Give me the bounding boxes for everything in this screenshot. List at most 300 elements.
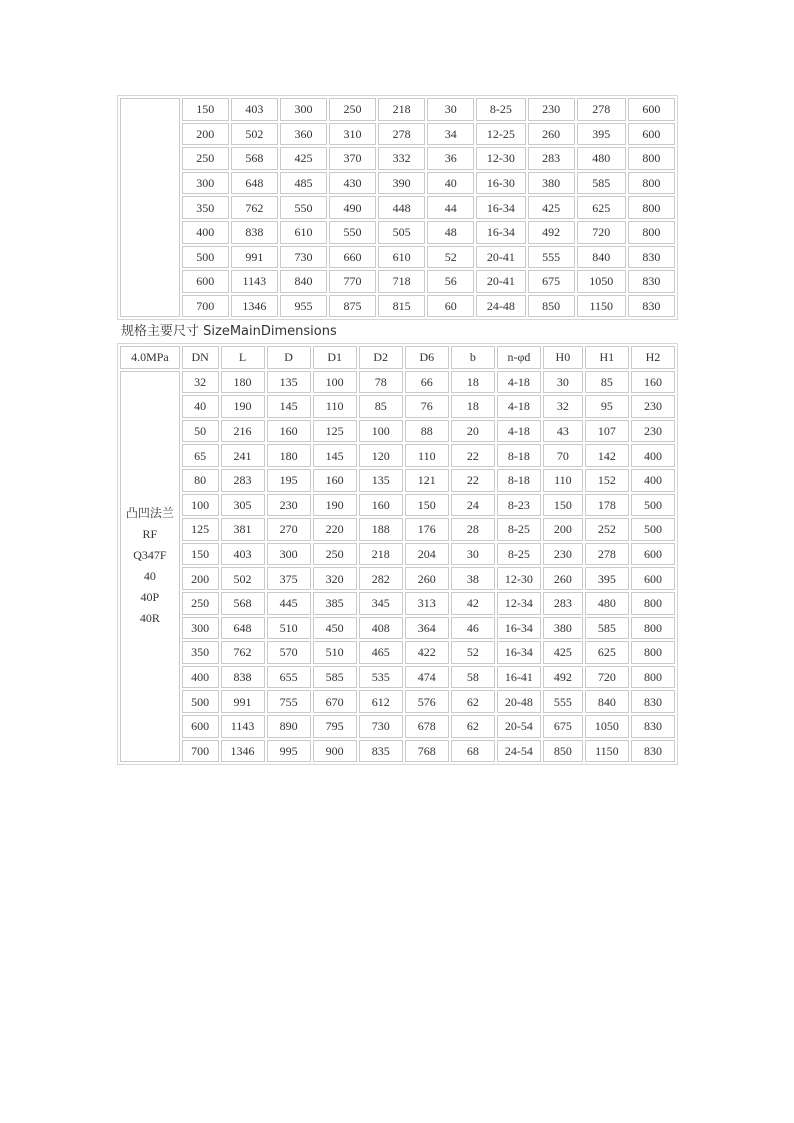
table-cell: 142 <box>585 444 629 467</box>
model-group-cell <box>120 371 180 763</box>
table-row <box>120 147 675 170</box>
table-cell: 375 <box>267 567 311 590</box>
table-cell: 70 <box>543 444 583 467</box>
table-cell: 395 <box>585 567 629 590</box>
table-cell: 660 <box>329 246 376 269</box>
table-cell: 400 <box>182 221 229 244</box>
table-cell: 160 <box>631 371 675 394</box>
table-cell: 768 <box>405 740 449 763</box>
table-cell: 250 <box>182 592 219 615</box>
table-cell: 34 <box>427 123 474 146</box>
table-cell: 1143 <box>221 715 265 738</box>
table-cell: 20-41 <box>476 270 525 293</box>
col-header: b <box>451 346 495 369</box>
table-row <box>120 246 675 269</box>
table-cell: 52 <box>451 641 495 664</box>
table-cell: 625 <box>577 196 626 219</box>
table-cell: 830 <box>631 740 675 763</box>
col-header: H2 <box>631 346 675 369</box>
table-cell: 20-54 <box>497 715 541 738</box>
table-cell: 830 <box>628 295 675 318</box>
table-cell: 12-30 <box>476 147 525 170</box>
table-cell: 8-23 <box>497 494 541 517</box>
table-cell: 18 <box>451 395 495 418</box>
table-cell: 400 <box>631 444 675 467</box>
table-cell: 300 <box>280 98 327 121</box>
table-cell: 1143 <box>231 270 278 293</box>
table-row <box>120 420 675 443</box>
table-cell: 188 <box>359 518 403 541</box>
table-cell: 85 <box>585 371 629 394</box>
col-header: D1 <box>313 346 357 369</box>
table-cell: 160 <box>267 420 311 443</box>
table-cell: 535 <box>359 666 403 689</box>
table-cell: 835 <box>359 740 403 763</box>
table-cell: 12-30 <box>497 567 541 590</box>
table-cell: 200 <box>182 567 219 590</box>
table-cell: 283 <box>543 592 583 615</box>
table-cell: 510 <box>267 617 311 640</box>
table-cell: 762 <box>221 641 265 664</box>
col-header: DN <box>182 346 219 369</box>
table-cell: 125 <box>313 420 357 443</box>
table-cell: 313 <box>405 592 449 615</box>
table-row <box>120 395 675 418</box>
table-cell: 66 <box>405 371 449 394</box>
table-caption: 规格主要尺寸 SizeMainDimensions <box>121 324 337 339</box>
table-cell: 505 <box>378 221 425 244</box>
table-cell: 500 <box>182 246 229 269</box>
model-label-line: 40P <box>140 590 160 605</box>
table-cell: 278 <box>378 123 425 146</box>
table-cell: 345 <box>359 592 403 615</box>
table-cell: 250 <box>313 543 357 566</box>
table-cell: 655 <box>267 666 311 689</box>
table-cell: 360 <box>280 123 327 146</box>
table-cell: 16-34 <box>476 221 525 244</box>
table-cell: 230 <box>631 420 675 443</box>
table-cell: 12-34 <box>497 592 541 615</box>
table-cell: 600 <box>628 123 675 146</box>
table-cell: 800 <box>628 172 675 195</box>
table-row <box>120 543 675 566</box>
table-cell: 570 <box>267 641 311 664</box>
table-row <box>120 98 675 121</box>
table-row <box>120 444 675 467</box>
table-cell: 300 <box>182 172 229 195</box>
table-cell: 430 <box>329 172 376 195</box>
table-cell: 107 <box>585 420 629 443</box>
table-cell: 135 <box>359 469 403 492</box>
table-cell: 50 <box>182 420 219 443</box>
table-row <box>120 371 675 394</box>
table-cell: 576 <box>405 690 449 713</box>
table-cell: 625 <box>585 641 629 664</box>
model-label-line: RF <box>142 527 158 542</box>
table-cell: 48 <box>427 221 474 244</box>
table-cell: 76 <box>405 395 449 418</box>
table-cell: 18 <box>451 371 495 394</box>
table-cell: 555 <box>528 246 575 269</box>
table-cell: 800 <box>631 641 675 664</box>
table-cell: 252 <box>585 518 629 541</box>
table-cell: 230 <box>267 494 311 517</box>
table-cell: 250 <box>329 98 376 121</box>
table-cell: 260 <box>405 567 449 590</box>
table-cell: 600 <box>631 543 675 566</box>
table-cell: 364 <box>405 617 449 640</box>
table-cell: 500 <box>182 690 219 713</box>
table-cell: 160 <box>313 469 357 492</box>
table-cell: 900 <box>313 740 357 763</box>
table-cell: 403 <box>231 98 278 121</box>
table-cell: 100 <box>182 494 219 517</box>
table-cell: 125 <box>182 518 219 541</box>
table-cell: 200 <box>543 518 583 541</box>
table-cell: 28 <box>451 518 495 541</box>
col-header: D6 <box>405 346 449 369</box>
table-cell: 58 <box>451 666 495 689</box>
table-row <box>120 666 675 689</box>
table-cell: 800 <box>628 147 675 170</box>
table-cell: 8-25 <box>497 543 541 566</box>
table-cell: 190 <box>221 395 265 418</box>
table-cell: 381 <box>221 518 265 541</box>
table-cell: 830 <box>628 270 675 293</box>
table-cell: 16-41 <box>497 666 541 689</box>
table-cell: 22 <box>451 469 495 492</box>
table-cell: 241 <box>221 444 265 467</box>
table-cell: 474 <box>405 666 449 689</box>
table-cell: 350 <box>182 641 219 664</box>
table-cell: 995 <box>267 740 311 763</box>
table-cell: 422 <box>405 641 449 664</box>
table-cell: 550 <box>280 196 327 219</box>
table-cell: 8-18 <box>497 469 541 492</box>
table-cell: 145 <box>267 395 311 418</box>
table-cell: 510 <box>313 641 357 664</box>
table-cell: 180 <box>221 371 265 394</box>
table-cell: 720 <box>577 221 626 244</box>
table-cell: 450 <box>313 617 357 640</box>
table-cell: 332 <box>378 147 425 170</box>
table-cell: 250 <box>182 147 229 170</box>
table-cell: 675 <box>528 270 575 293</box>
table-cell: 22 <box>451 444 495 467</box>
dimensions-table-4mpa <box>117 343 678 765</box>
table-cell: 490 <box>329 196 376 219</box>
table-cell: 230 <box>631 395 675 418</box>
table-cell: 218 <box>359 543 403 566</box>
table-cell: 492 <box>543 666 583 689</box>
table-cell: 24 <box>451 494 495 517</box>
table-cell: 502 <box>221 567 265 590</box>
table-cell: 612 <box>359 690 403 713</box>
table-cell: 568 <box>231 147 278 170</box>
table-cell: 770 <box>329 270 376 293</box>
table-cell: 60 <box>427 295 474 318</box>
table-cell: 16-34 <box>497 617 541 640</box>
model-label-line: 40 <box>143 569 156 584</box>
table-cell: 648 <box>221 617 265 640</box>
table-cell: 278 <box>585 543 629 566</box>
table-cell: 850 <box>543 740 583 763</box>
table-cell: 300 <box>182 617 219 640</box>
table-cell: 550 <box>329 221 376 244</box>
table-cell: 840 <box>280 270 327 293</box>
table-cell: 720 <box>585 666 629 689</box>
table-cell: 68 <box>451 740 495 763</box>
table-cell: 1346 <box>221 740 265 763</box>
table-cell: 830 <box>631 715 675 738</box>
table-cell: 20-48 <box>497 690 541 713</box>
table-cell: 700 <box>182 740 219 763</box>
model-label-line: Q347F <box>133 548 167 563</box>
table-cell: 600 <box>182 715 219 738</box>
table-cell: 120 <box>359 444 403 467</box>
table-cell: 110 <box>543 469 583 492</box>
table-cell: 260 <box>543 567 583 590</box>
table-cell: 875 <box>329 295 376 318</box>
table-cell: 445 <box>267 592 311 615</box>
table-cell: 800 <box>631 592 675 615</box>
table-row <box>120 494 675 517</box>
table-cell: 400 <box>182 666 219 689</box>
table-cell: 100 <box>359 420 403 443</box>
table-cell: 180 <box>267 444 311 467</box>
table-cell: 52 <box>427 246 474 269</box>
table-cell: 610 <box>378 246 425 269</box>
table-cell: 838 <box>231 221 278 244</box>
table-cell: 800 <box>631 666 675 689</box>
table-cell: 585 <box>585 617 629 640</box>
table-cell: 815 <box>378 295 425 318</box>
table-cell: 32 <box>543 395 583 418</box>
table-cell: 830 <box>628 246 675 269</box>
dimensions-table-continued <box>117 95 678 320</box>
table-cell: 600 <box>182 270 229 293</box>
header-row <box>120 346 675 369</box>
col-header: n-φd <box>497 346 541 369</box>
table-cell: 762 <box>231 196 278 219</box>
table-cell: 38 <box>451 567 495 590</box>
table-cell: 145 <box>313 444 357 467</box>
table-cell: 800 <box>631 617 675 640</box>
table-cell: 480 <box>585 592 629 615</box>
table-cell: 1346 <box>231 295 278 318</box>
table-cell: 8-25 <box>497 518 541 541</box>
table-cell: 8-18 <box>497 444 541 467</box>
table-cell: 730 <box>280 246 327 269</box>
table-cell: 216 <box>221 420 265 443</box>
table-cell: 4-18 <box>497 395 541 418</box>
table-cell: 121 <box>405 469 449 492</box>
table-cell: 220 <box>313 518 357 541</box>
table-cell: 135 <box>267 371 311 394</box>
table-row <box>120 221 675 244</box>
table-cell: 670 <box>313 690 357 713</box>
table-cell: 400 <box>631 469 675 492</box>
table-cell: 1050 <box>585 715 629 738</box>
col-header: L <box>221 346 265 369</box>
table-cell: 20 <box>451 420 495 443</box>
table-cell: 395 <box>577 123 626 146</box>
table-row <box>120 196 675 219</box>
table-cell: 648 <box>231 172 278 195</box>
table-cell: 195 <box>267 469 311 492</box>
table-cell: 730 <box>359 715 403 738</box>
table-cell: 16-30 <box>476 172 525 195</box>
table-row <box>120 172 675 195</box>
table-cell: 480 <box>577 147 626 170</box>
col-header: D2 <box>359 346 403 369</box>
table-cell: 500 <box>631 518 675 541</box>
table-cell: 800 <box>628 221 675 244</box>
table-cell: 43 <box>543 420 583 443</box>
table-cell: 176 <box>405 518 449 541</box>
table-cell: 500 <box>631 494 675 517</box>
table-cell: 12-25 <box>476 123 525 146</box>
table-row <box>120 592 675 615</box>
table-row <box>120 270 675 293</box>
table-cell: 24-48 <box>476 295 525 318</box>
table-cell: 88 <box>405 420 449 443</box>
table-cell: 16-34 <box>497 641 541 664</box>
table-row <box>120 740 675 763</box>
table-cell: 204 <box>405 543 449 566</box>
table-cell: 20-41 <box>476 246 525 269</box>
table-cell: 44 <box>427 196 474 219</box>
table-cell: 1150 <box>577 295 626 318</box>
table-cell: 85 <box>359 395 403 418</box>
table-cell: 370 <box>329 147 376 170</box>
table-cell: 890 <box>267 715 311 738</box>
table-row <box>120 641 675 664</box>
table-cell: 600 <box>628 98 675 121</box>
table-cell: 568 <box>221 592 265 615</box>
table-cell: 585 <box>577 172 626 195</box>
table-cell: 830 <box>631 690 675 713</box>
table-cell: 448 <box>378 196 425 219</box>
table-cell: 305 <box>221 494 265 517</box>
table-cell: 838 <box>221 666 265 689</box>
table-cell: 425 <box>528 196 575 219</box>
table-cell: 310 <box>329 123 376 146</box>
table-cell: 30 <box>451 543 495 566</box>
table-cell: 40 <box>182 395 219 418</box>
model-label-line: 40R <box>139 611 160 626</box>
table-cell: 100 <box>313 371 357 394</box>
table-row <box>120 295 675 318</box>
table-cell: 218 <box>378 98 425 121</box>
table-cell: 585 <box>313 666 357 689</box>
table-cell: 600 <box>631 567 675 590</box>
table-cell: 991 <box>221 690 265 713</box>
table-cell: 65 <box>182 444 219 467</box>
table-cell: 30 <box>427 98 474 121</box>
table-row <box>120 567 675 590</box>
table-row <box>120 617 675 640</box>
table-cell: 555 <box>543 690 583 713</box>
table-cell: 465 <box>359 641 403 664</box>
table-cell: 1050 <box>577 270 626 293</box>
table-cell: 36 <box>427 147 474 170</box>
table-cell: 95 <box>585 395 629 418</box>
table-cell: 850 <box>528 295 575 318</box>
table-cell: 178 <box>585 494 629 517</box>
table-cell: 270 <box>267 518 311 541</box>
table-cell: 56 <box>427 270 474 293</box>
table-cell: 840 <box>577 246 626 269</box>
table-cell: 700 <box>182 295 229 318</box>
table-cell: 795 <box>313 715 357 738</box>
table-cell: 955 <box>280 295 327 318</box>
table-cell: 278 <box>577 98 626 121</box>
table-cell: 150 <box>182 543 219 566</box>
table-cell: 152 <box>585 469 629 492</box>
table-cell: 425 <box>543 641 583 664</box>
table-cell: 110 <box>405 444 449 467</box>
table-cell: 46 <box>451 617 495 640</box>
table-cell: 150 <box>543 494 583 517</box>
table-cell: 62 <box>451 715 495 738</box>
table-cell: 380 <box>543 617 583 640</box>
table-cell: 675 <box>543 715 583 738</box>
table-cell: 150 <box>405 494 449 517</box>
table-cell: 991 <box>231 246 278 269</box>
table-cell: 190 <box>313 494 357 517</box>
table-cell: 230 <box>543 543 583 566</box>
group-cell <box>120 98 180 317</box>
table-cell: 492 <box>528 221 575 244</box>
table-cell: 350 <box>182 196 229 219</box>
table-cell: 150 <box>182 98 229 121</box>
col-header: H0 <box>543 346 583 369</box>
table-cell: 408 <box>359 617 403 640</box>
table-cell: 755 <box>267 690 311 713</box>
table-cell: 300 <box>267 543 311 566</box>
table-row <box>120 715 675 738</box>
table-cell: 718 <box>378 270 425 293</box>
table-row <box>120 123 675 146</box>
table-cell: 30 <box>543 371 583 394</box>
table-cell: 380 <box>528 172 575 195</box>
table-cell: 8-25 <box>476 98 525 121</box>
table-cell: 230 <box>528 98 575 121</box>
table-cell: 4-18 <box>497 420 541 443</box>
table-cell: 4-18 <box>497 371 541 394</box>
table-cell: 110 <box>313 395 357 418</box>
table-cell: 32 <box>182 371 219 394</box>
table-cell: 260 <box>528 123 575 146</box>
col-header: H1 <box>585 346 629 369</box>
table-cell: 40 <box>427 172 474 195</box>
model-label-line: 凸凹法兰 <box>125 506 174 521</box>
table-cell: 800 <box>628 196 675 219</box>
pressure-header: 4.0MPa <box>120 346 180 369</box>
table-cell: 282 <box>359 567 403 590</box>
table-row <box>120 518 675 541</box>
table-cell: 160 <box>359 494 403 517</box>
table-cell: 200 <box>182 123 229 146</box>
table-cell: 62 <box>451 690 495 713</box>
col-header: D <box>267 346 311 369</box>
table-cell: 283 <box>221 469 265 492</box>
table-cell: 840 <box>585 690 629 713</box>
table-cell: 425 <box>280 147 327 170</box>
table-cell: 320 <box>313 567 357 590</box>
table-cell: 385 <box>313 592 357 615</box>
